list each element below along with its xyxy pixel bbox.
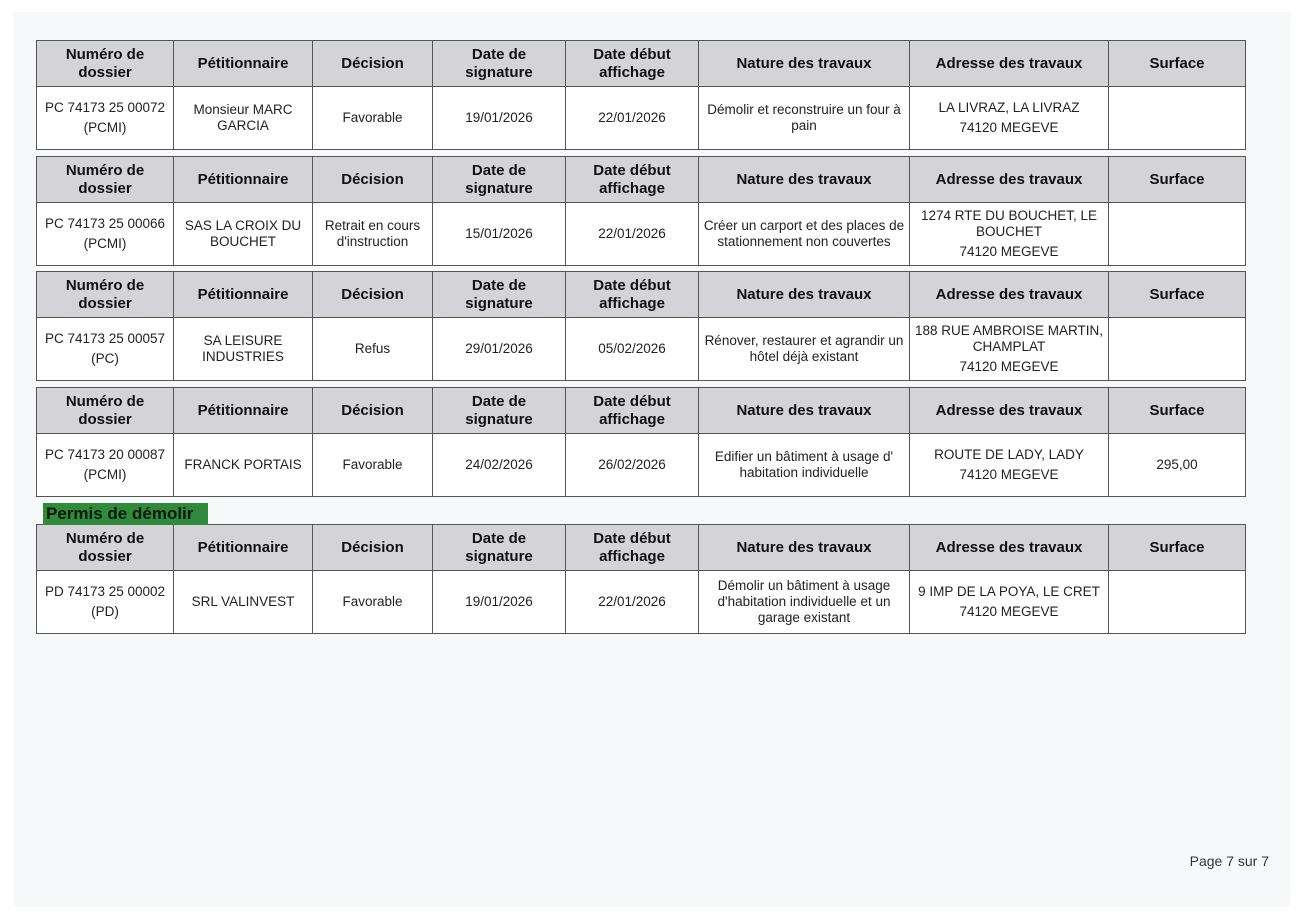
table-header-row [37,525,1246,571]
header-petitionnaire: Pétitionnaire [174,525,313,571]
permit-record [36,387,1245,497]
dossier-number: PC 74173 20 00087 [44,447,166,462]
table-row [37,571,1246,634]
address-city: 74120 MEGEVE [959,120,1059,135]
cell-petitionnaire: SAS LA CROIX DU BOUCHET [174,203,313,266]
header-date-debut-affichage: Date début affichage [566,525,699,571]
header-numero-de-dossier: Numéro de dossier [37,41,174,87]
dossier-number: PC 74173 25 00057 [44,331,166,346]
permit-record [36,524,1245,634]
header-adresse-des-travaux: Adresse des travaux [910,525,1109,571]
permit-record [36,156,1245,266]
header-surface: Surface [1109,41,1246,87]
dossier-type: (PD) [91,604,119,619]
cell-nature-des-travaux: Créer un carport et des places de stationnement non couvertes [699,203,910,266]
dossier-number: PD 74173 25 00002 [44,584,166,599]
cell-date-debut-affichage: 05/02/2026 [566,318,699,381]
cell-date-debut-affichage: 22/01/2026 [566,87,699,150]
table-header-row [37,272,1246,318]
address-street: LA LIVRAZ, LA LIVRAZ [938,100,1080,115]
dossier-type: (PCMI) [83,467,127,482]
cell-petitionnaire: SRL VALINVEST [174,571,313,634]
header-date-debut-affichage: Date début affichage [566,41,699,87]
permit-record [36,271,1245,381]
permit-table [36,524,1246,634]
address-street: ROUTE DE LADY, LADY [934,447,1084,462]
address-street: 1274 RTE DU BOUCHET, LE BOUCHET [920,208,1098,239]
permit-record [36,40,1245,150]
table-row [37,203,1246,266]
permit-table [36,271,1246,381]
address-city: 74120 MEGEVE [959,467,1059,482]
header-petitionnaire: Pétitionnaire [174,272,313,318]
header-petitionnaire: Pétitionnaire [174,41,313,87]
cell-petitionnaire: SA LEISURE INDUSTRIES [174,318,313,381]
header-date-debut-affichage: Date début affichage [566,388,699,434]
header-adresse-des-travaux: Adresse des travaux [910,41,1109,87]
dossier-number: PC 74173 25 00066 [44,216,166,231]
table-row [37,318,1246,381]
cell-decision: Retrait en cours d'instruction [313,203,433,266]
header-date-debut-affichage: Date début affichage [566,272,699,318]
cell-date-debut-affichage: 22/01/2026 [566,571,699,634]
header-decision: Décision [313,388,433,434]
table-header-row [37,388,1246,434]
cell-date-debut-affichage: 22/01/2026 [566,203,699,266]
header-decision: Décision [313,41,433,87]
cell-date-de-signature: 19/01/2026 [433,87,566,150]
table-header-row [37,157,1246,203]
dossier-type: (PCMI) [83,120,127,135]
header-nature-des-travaux: Nature des travaux [699,272,910,318]
cell-nature-des-travaux: Rénover, restaurer et agrandir un hôtel déjà existant [699,318,910,381]
cell-numero-de-dossier [37,87,174,150]
permit-table [36,156,1246,266]
cell-nature-des-travaux: Edifier un bâtiment à usage d' habitation individuelle [699,434,910,497]
header-decision: Décision [313,525,433,571]
header-numero-de-dossier: Numéro de dossier [37,525,174,571]
header-numero-de-dossier: Numéro de dossier [37,157,174,203]
cell-date-debut-affichage: 26/02/2026 [566,434,699,497]
address-city: 74120 MEGEVE [959,604,1059,619]
dossier-type: (PCMI) [83,236,127,251]
header-surface: Surface [1109,525,1246,571]
cell-date-de-signature: 15/01/2026 [433,203,566,266]
cell-numero-de-dossier [37,571,174,634]
cell-decision: Favorable [313,434,433,497]
header-decision: Décision [313,157,433,203]
cell-numero-de-dossier [37,203,174,266]
header-decision: Décision [313,272,433,318]
permit-table [36,387,1246,497]
cell-nature-des-travaux: Démolir et reconstruire un four à pain [699,87,910,150]
cell-decision: Refus [313,318,433,381]
cell-adresse-des-travaux [910,571,1109,634]
header-date-de-signature: Date de signature [433,272,566,318]
header-surface: Surface [1109,157,1246,203]
table-row [37,87,1246,150]
cell-decision: Favorable [313,87,433,150]
section-heading-permis-de-demolir: Permis de démolir [43,503,208,525]
header-surface: Surface [1109,388,1246,434]
cell-surface [1109,571,1246,634]
cell-surface [1109,203,1246,266]
page-number: Page 7 sur 7 [1189,853,1269,869]
cell-adresse-des-travaux [910,318,1109,381]
cell-date-de-signature: 24/02/2026 [433,434,566,497]
header-date-de-signature: Date de signature [433,525,566,571]
header-nature-des-travaux: Nature des travaux [699,41,910,87]
header-numero-de-dossier: Numéro de dossier [37,388,174,434]
cell-surface: 295,00 [1109,434,1246,497]
address-street: 9 IMP DE LA POYA, LE CRET [918,584,1100,599]
cell-surface [1109,318,1246,381]
cell-petitionnaire: Monsieur MARC GARCIA [174,87,313,150]
cell-adresse-des-travaux [910,434,1109,497]
table-header-row [37,41,1246,87]
cell-nature-des-travaux: Démolir un bâtiment à usage d'habitation individuelle et un garage existant [699,571,910,634]
header-petitionnaire: Pétitionnaire [174,157,313,203]
permit-table [36,40,1246,150]
header-nature-des-travaux: Nature des travaux [699,157,910,203]
header-adresse-des-travaux: Adresse des travaux [910,157,1109,203]
header-nature-des-travaux: Nature des travaux [699,525,910,571]
cell-decision: Favorable [313,571,433,634]
dossier-number: PC 74173 25 00072 [44,100,166,115]
header-date-debut-affichage: Date début affichage [566,157,699,203]
cell-adresse-des-travaux [910,87,1109,150]
header-nature-des-travaux: Nature des travaux [699,388,910,434]
header-numero-de-dossier: Numéro de dossier [37,272,174,318]
cell-numero-de-dossier [37,318,174,381]
header-petitionnaire: Pétitionnaire [174,388,313,434]
address-city: 74120 MEGEVE [959,359,1059,374]
header-adresse-des-travaux: Adresse des travaux [910,272,1109,318]
dossier-type: (PC) [91,351,119,366]
address-street: 188 RUE AMBROISE MARTIN, CHAMPLAT [914,323,1104,354]
header-adresse-des-travaux: Adresse des travaux [910,388,1109,434]
header-date-de-signature: Date de signature [433,41,566,87]
address-city: 74120 MEGEVE [959,244,1059,259]
cell-date-de-signature: 19/01/2026 [433,571,566,634]
cell-numero-de-dossier [37,434,174,497]
cell-surface [1109,87,1246,150]
header-surface: Surface [1109,272,1246,318]
header-date-de-signature: Date de signature [433,157,566,203]
cell-adresse-des-travaux [910,203,1109,266]
header-date-de-signature: Date de signature [433,388,566,434]
cell-date-de-signature: 29/01/2026 [433,318,566,381]
table-row [37,434,1246,497]
cell-petitionnaire: FRANCK PORTAIS [174,434,313,497]
